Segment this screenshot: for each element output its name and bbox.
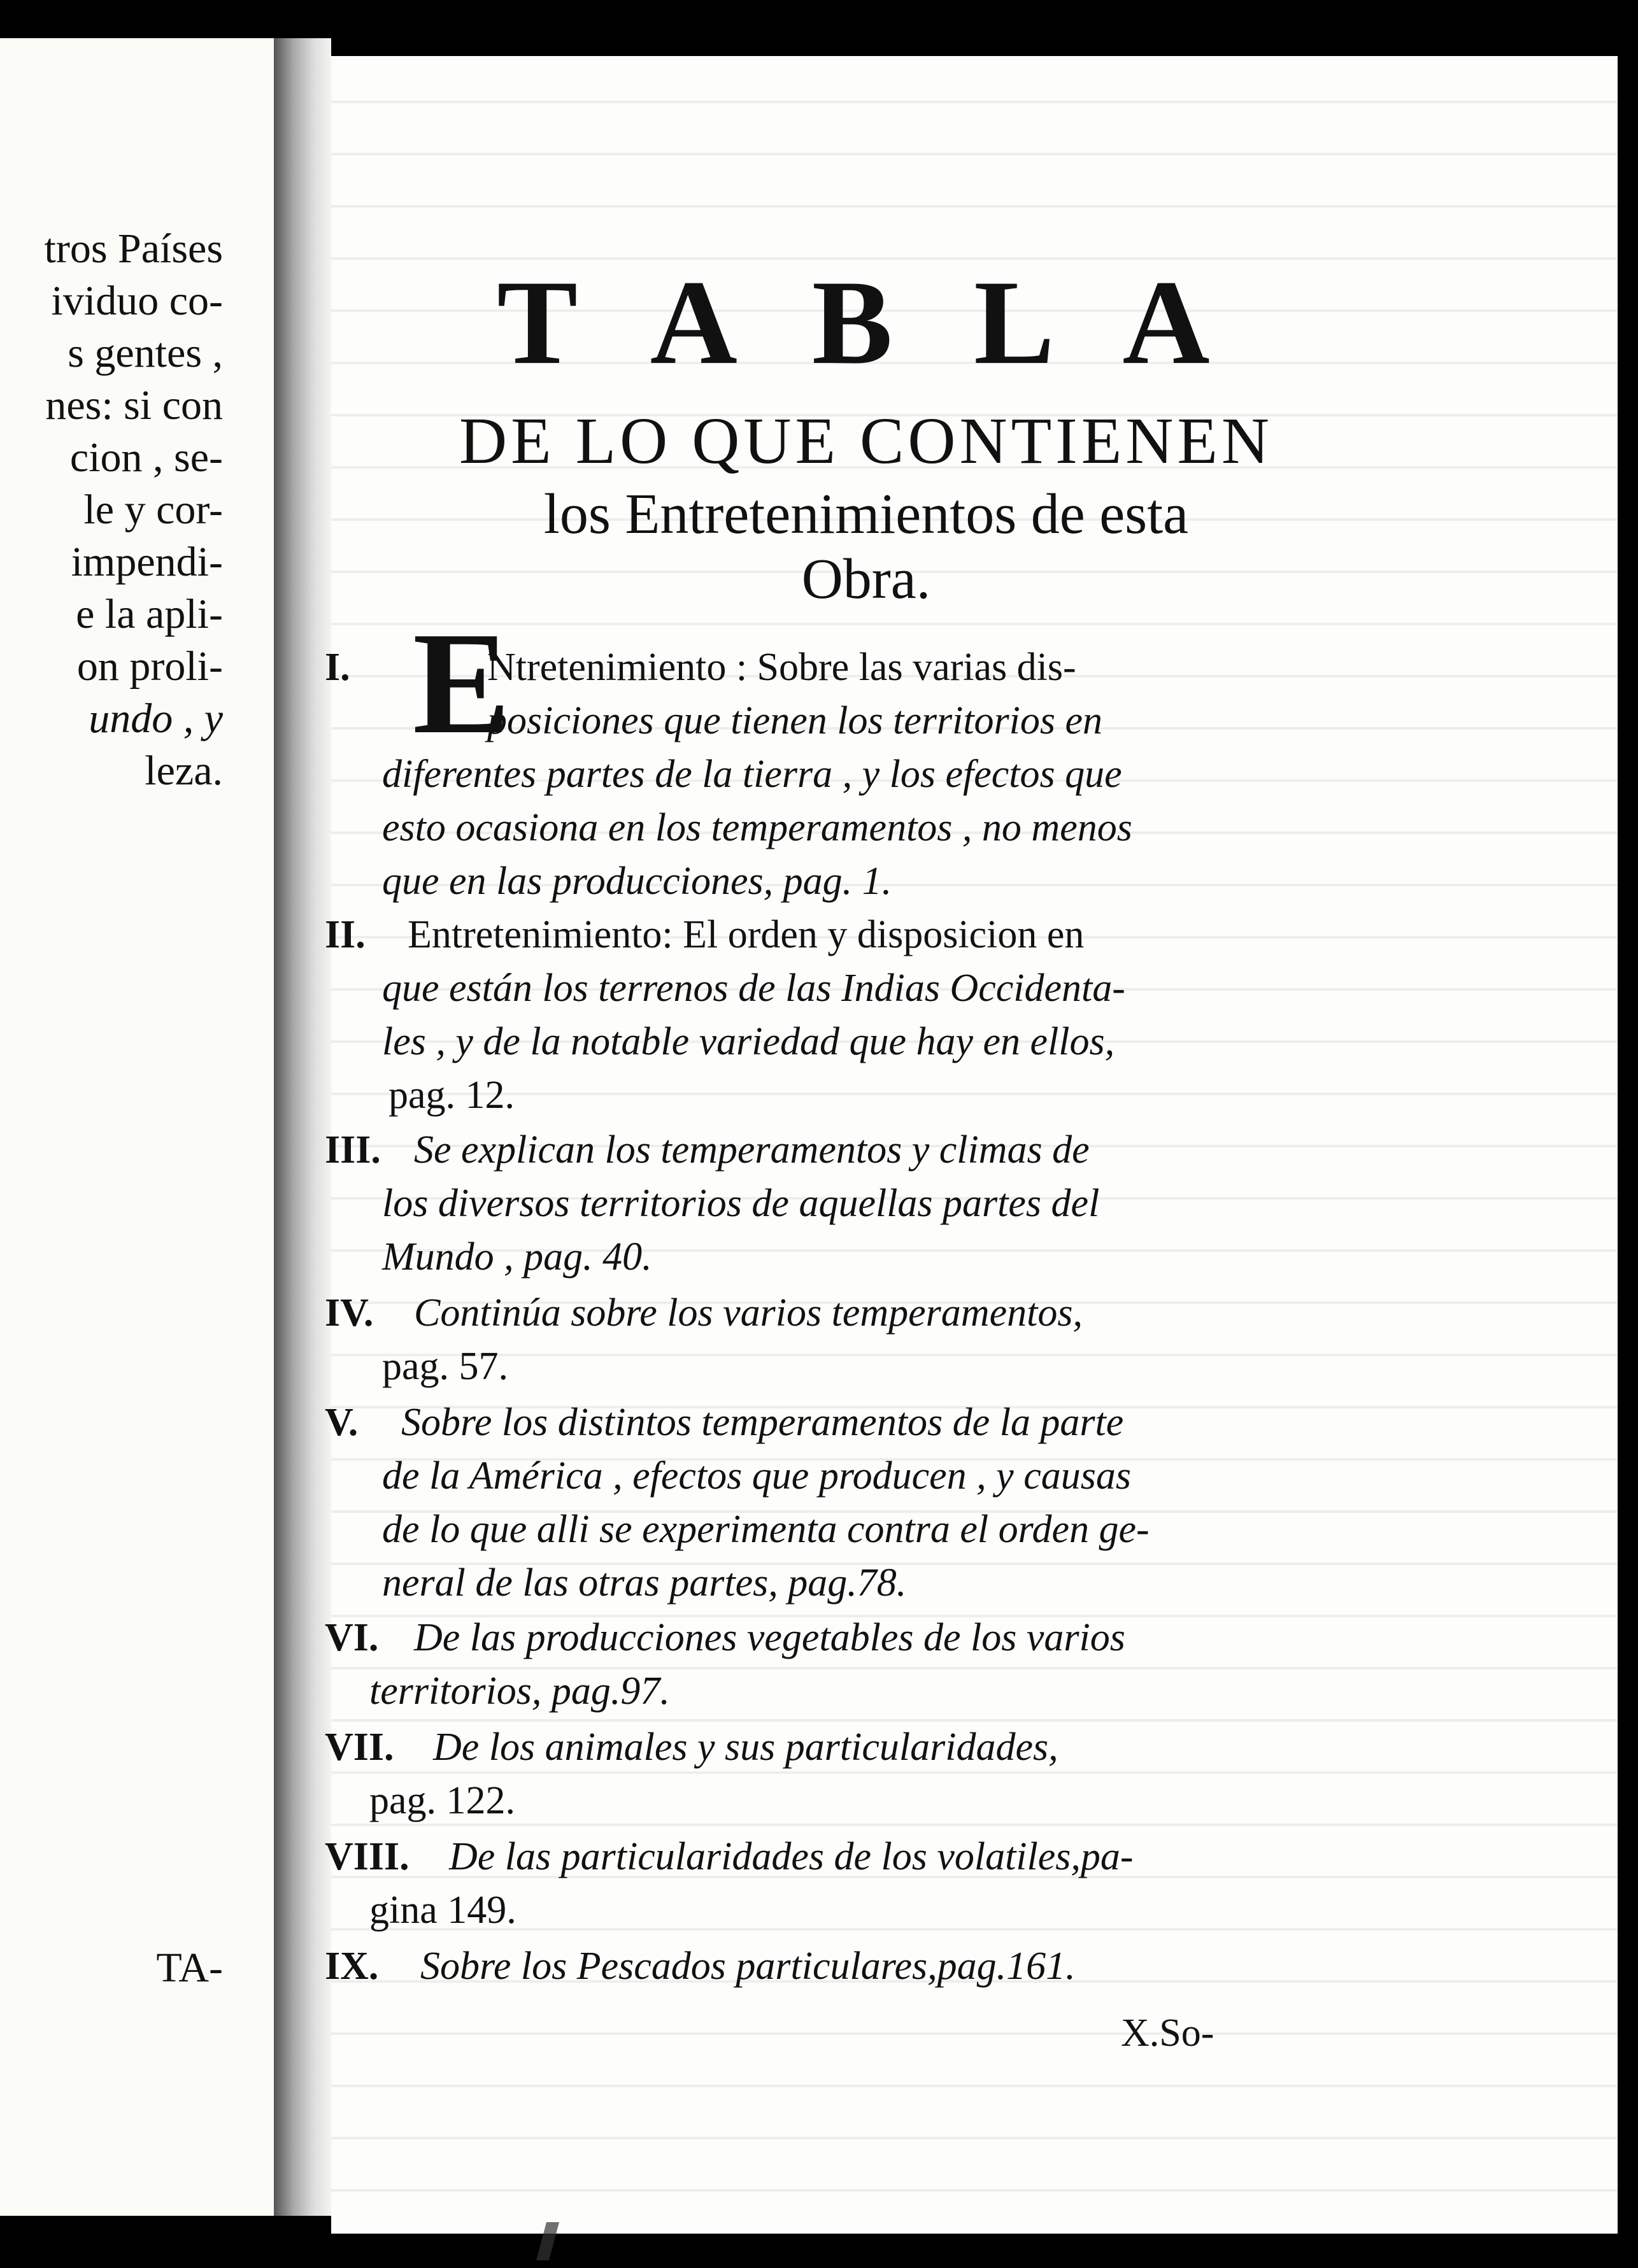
right-page [325, 56, 1618, 2234]
left-page-line: leza. [145, 748, 223, 794]
left-page-line: s gentes , [68, 330, 223, 376]
entry-number: II. [325, 913, 366, 956]
entry-line: Mundo , pag. 40. [382, 1235, 652, 1279]
left-page-line: on proli- [76, 643, 223, 690]
left-page-line: undo , y [89, 695, 223, 742]
left-page-line: le y cor- [83, 486, 223, 533]
subtitle-line: DE LO QUE CONTIENEN [459, 404, 1273, 478]
entry-line: pag. 122. [369, 1779, 516, 1822]
entry-line: Entretenimiento: El orden y disposicion en [408, 913, 1085, 956]
entry-line: los diversos territorios de aquellas partes del [382, 1182, 1100, 1225]
entry-line: les , y de la notable variedad que hay en ellos, [382, 1020, 1115, 1063]
left-page-line: e la apli- [76, 591, 223, 637]
entry-line: esto ocasiona en los temperamentos , no menos [382, 806, 1132, 849]
left-page-line: tros Países [44, 225, 223, 272]
entry-line: Ntretenimiento : Sobre las varias dis- [487, 646, 1076, 689]
entry-line: que están los terrenos de las Indias Occidenta- [382, 967, 1125, 1010]
drop-cap: E [413, 602, 511, 764]
left-page-line: ividuo co- [51, 278, 223, 324]
page-title: T A B L A [497, 256, 1236, 390]
left-facing-page [0, 38, 275, 2216]
entry-line: De las particularidades de los volatiles,pa- [449, 1835, 1134, 1878]
entry-number: IV. [325, 1291, 374, 1335]
left-page-catchword: TA- [156, 1945, 223, 1991]
entry-line: De los animales y sus particularidades, [433, 1726, 1058, 1769]
entry-line: gina 149. [369, 1889, 516, 1932]
entry-line: de la América , efectos que producen , y causas [382, 1454, 1131, 1498]
entry-line: diferentes partes de la tierra , y los efectos que [382, 753, 1122, 796]
entry-line: Sobre los distintos temperamentos de la parte [401, 1401, 1124, 1444]
entry-number: VII. [325, 1726, 394, 1769]
entry-line: Se explican los temperamentos y climas de [414, 1128, 1090, 1172]
left-page-line: nes: si con [45, 382, 223, 429]
left-page-line: impendi- [71, 539, 223, 585]
entry-line: pag. 57. [382, 1345, 509, 1388]
entry-line: pag. 12. [388, 1074, 515, 1117]
entry-line: Sobre los Pescados particulares,pag.161. [420, 1945, 1076, 1988]
left-page-line: cion , se- [69, 434, 223, 481]
entry-number: VIII. [325, 1835, 410, 1878]
subtitle-line: los Entretenimientos de esta [543, 483, 1189, 546]
book-gutter [274, 38, 331, 2216]
entry-number: VI. [325, 1616, 379, 1659]
catchword: X.So- [1121, 2011, 1214, 2055]
entry-line: de lo que alli se experimenta contra el orden ge- [382, 1508, 1150, 1551]
entry-line: Continúa sobre los varios temperamentos, [414, 1291, 1083, 1335]
entry-line: posiciones que tienen los territorios en [487, 699, 1103, 742]
entry-number: III. [325, 1128, 381, 1172]
entry-line: neral de las otras partes, pag.78. [382, 1561, 907, 1605]
entry-number: V. [325, 1401, 359, 1444]
entry-number: IX. [325, 1945, 379, 1988]
entry-line: De las producciones vegetables de los varios [414, 1616, 1125, 1659]
entry-line: territorios, pag.97. [369, 1669, 670, 1713]
subtitle-line: Obra. [801, 548, 931, 611]
entry-number: I. [325, 646, 350, 689]
entry-line: que en las producciones, pag. 1. [382, 860, 892, 903]
